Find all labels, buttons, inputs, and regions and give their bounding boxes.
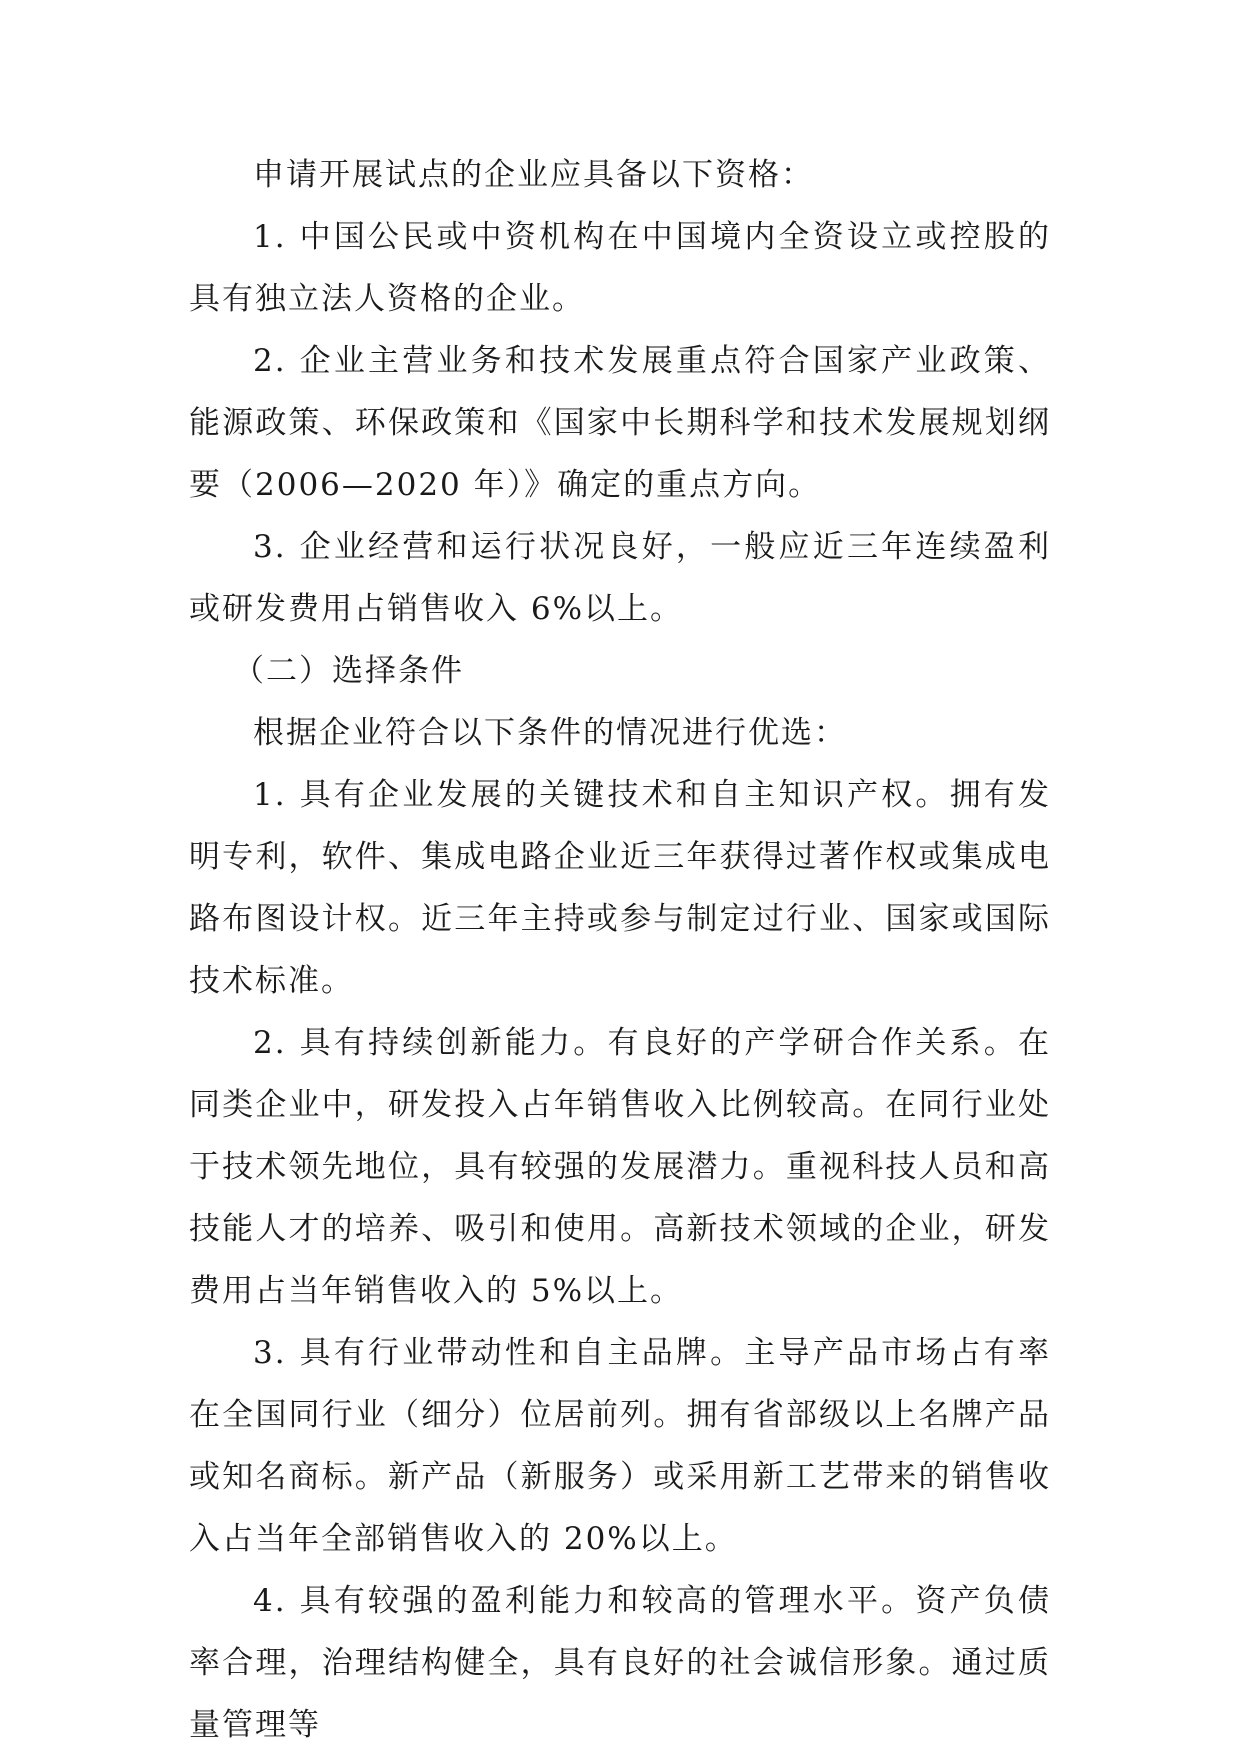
paragraph-selection-intro: 根据企业符合以下条件的情况进行优选： bbox=[253, 715, 847, 751]
paragraph-selection-3: 3. 具有行业带动性和自主品牌。主导产品市场占有率在全国同行业（细分）位居前列。拥有省部级以上名牌产品或知名商标。新产品（新服务）或采用新工艺带来的销售收入占当年全部销售收入的 20%以上。 bbox=[189, 1335, 1051, 1557]
paragraph-qualification-2: 2. 企业主营业务和技术发展重点符合国家产业政策、能源政策、环保政策和《国家中长期科学和技术发展规划纲要（2006—2020 年）》确定的重点方向。 bbox=[189, 343, 1051, 503]
paragraph-intro-qualifications: 申请开展试点的企业应具备以下资格： bbox=[253, 157, 814, 193]
paragraph-qualification-1: 1. 中国公民或中资机构在中国境内全资设立或控股的具有独立法人资格的企业。 bbox=[189, 219, 1051, 317]
paragraph-qualification-3: 3. 企业经营和运行状况良好，一般应近三年连续盈利或研发费用占销售收入 6%以上。 bbox=[189, 529, 1051, 627]
section-heading: （二）选择条件 bbox=[233, 653, 464, 689]
paragraph-selection-1: 1. 具有企业发展的关键技术和自主知识产权。拥有发明专利，软件、集成电路企业近三年获得过著作权或集成电路布图设计权。近三年主持或参与制定过行业、国家或国际技术标准。 bbox=[189, 777, 1051, 999]
document-body bbox=[189, 144, 1051, 1756]
paragraph-selection-4: 4. 具有较强的盈利能力和较高的管理水平。资产负债率合理，治理结构健全，具有良好的社会诚信形象。通过质量管理等 bbox=[189, 1583, 1051, 1743]
paragraph-selection-2: 2. 具有持续创新能力。有良好的产学研合作关系。在同类企业中，研发投入占年销售收入比例较高。在同行业处于技术领先地位，具有较强的发展潜力。重视科技人员和高技能人才的培养、吸引和使用。高新技术领域的企业，研发费用占当年销售收入的 5%以上。 bbox=[189, 1025, 1051, 1309]
